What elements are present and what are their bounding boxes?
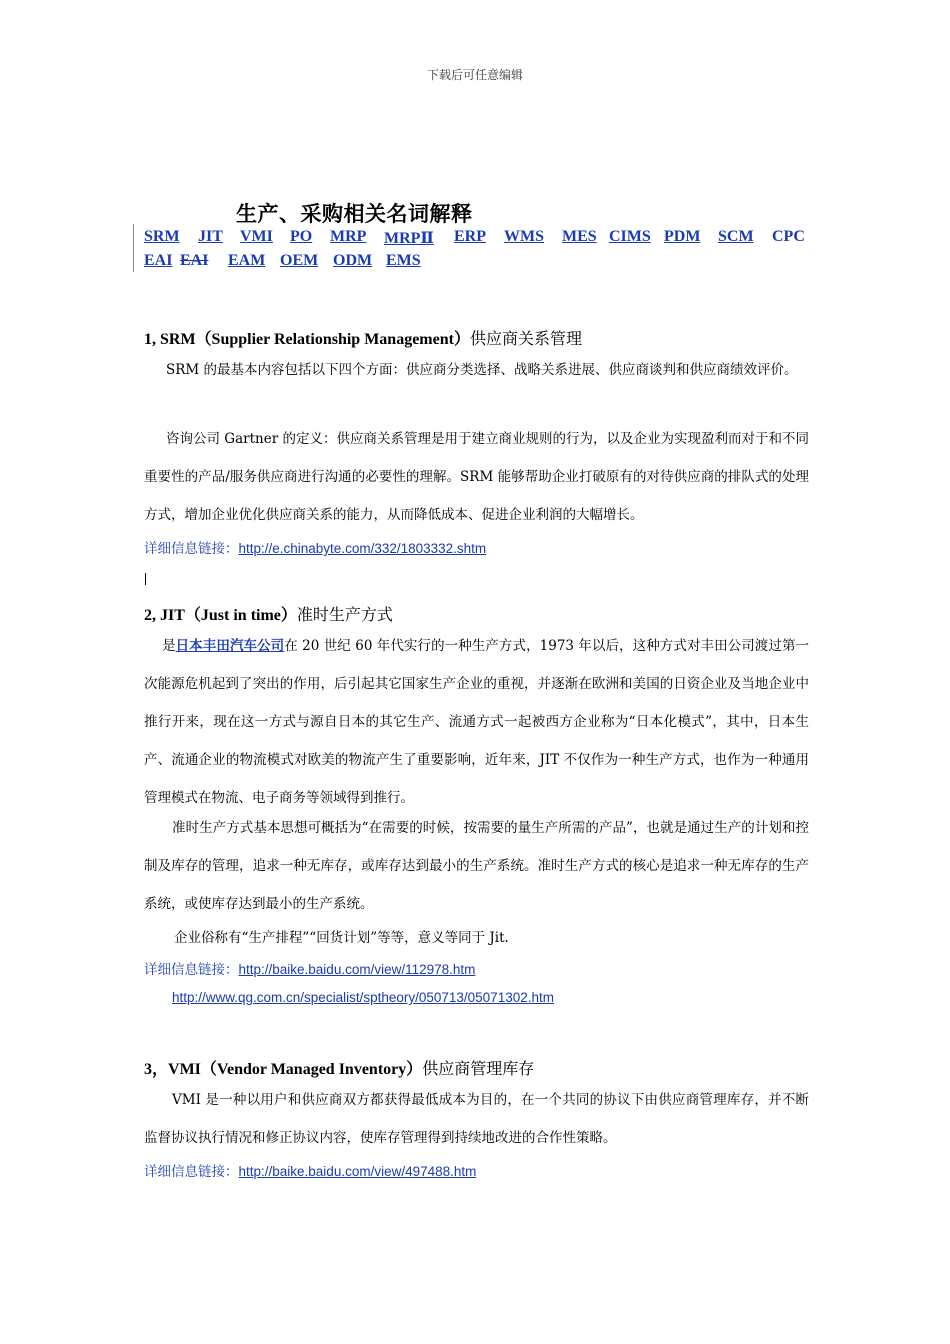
- heading-number: 2,: [144, 607, 160, 624]
- detail-link-jit-2: [172, 990, 554, 1006]
- paragraph-srm-1: [144, 351, 809, 389]
- nav-link-mrp2[interactable]: MRPⅡ: [384, 230, 434, 247]
- detail-link-jit: [144, 958, 475, 978]
- nav-link-erp[interactable]: ERP: [454, 228, 486, 245]
- nav-link-vmi[interactable]: VMI: [240, 228, 273, 245]
- heading-chinese: 供应商关系管理: [469, 329, 582, 348]
- detail-link-label: 详细信息链接：: [144, 1164, 239, 1180]
- nav-link-mrp[interactable]: MRP: [330, 228, 367, 245]
- detail-link-url[interactable]: http://baike.baidu.com/view/112978.htm: [238, 962, 476, 977]
- section-heading-srm: [144, 326, 582, 349]
- nav-link-eai[interactable]: EAI: [144, 252, 173, 269]
- heading-english: VMI（Vendor Managed Inventory）: [168, 1061, 423, 1078]
- detail-link-srm: [144, 537, 486, 557]
- heading-chinese: 准时生产方式: [296, 605, 393, 624]
- heading-english: SRM（Supplier Relationship Management）: [160, 331, 470, 348]
- paragraph-srm-2: [144, 420, 809, 534]
- text-cursor: [145, 573, 146, 585]
- paragraph-text: VMI 是一种以用户和供应商双方都获得最低成本为目的，在一个共同的协议下由供应商管理库存，并不断监督协议执行情况和修正协议内容，使库存管理得到持续地改进的合作性策略。: [144, 1092, 809, 1146]
- nav-link-cpc[interactable]: CPC: [772, 228, 805, 245]
- paragraph-text: 准时生产方式基本思想可概括为“在需要的时候，按需要的量生产所需的产品”，也就是通过生产的计划和控制及库存的管理，追求一种无库存，或库存达到最小的生产系统。准时生产方式的核心是追求一种无库存的生产系统，或使库存达到最小的生产系统。: [144, 820, 809, 912]
- page-title: 生产、采购相关名词解释: [236, 201, 473, 226]
- paragraph-jit-2: [144, 809, 809, 923]
- paragraph-vmi-1: [144, 1081, 809, 1157]
- nav-link-cims[interactable]: CIMS: [609, 228, 651, 245]
- nav-link-srm[interactable]: SRM: [144, 228, 180, 245]
- heading-chinese: 供应商管理库存: [422, 1059, 535, 1078]
- nav-link-odm[interactable]: ODM: [333, 252, 373, 269]
- link-toyota[interactable]: 日本丰田汽车公司: [175, 638, 285, 654]
- nav-link-wms[interactable]: WMS: [504, 228, 544, 245]
- detail-link-url[interactable]: http://baike.baidu.com/view/497488.htm: [238, 1164, 477, 1179]
- nav-link-oem[interactable]: OEM: [280, 252, 319, 269]
- detail-link-url[interactable]: http://www.qg.com.cn/specialist/sptheory/050713/05071302.htm: [172, 990, 554, 1005]
- nav-link-ems[interactable]: EMS: [386, 252, 421, 269]
- paragraph-jit-3: [144, 926, 509, 946]
- paragraph-jit-1: [144, 627, 809, 817]
- heading-number: 3，: [144, 1061, 169, 1078]
- detail-link-label: 详细信息链接：: [144, 541, 239, 557]
- nav-divider: [133, 224, 134, 272]
- paragraph-text: 在 20 世纪 60 年代实行的一种生产方式，1973 年以后，这种方式对丰田公司渡过第一次能源危机起到了突出的作用，后引起其它国家生产企业的重视，并逐渐在欧洲和美国的日资企业及当地企业中推行开来，现在这一方式与源自日本的其它生产、流通方式一起被西方企业称为“日本化模式”，其中，日本生产、流通企业的物流模式对欧美的物流产生了重要影响，近年来，JIT 不仅作为一种生产方式，也作为一种通用管理模式在物流、电子商务等领域得到推行。: [144, 638, 810, 806]
- paragraph-text: 咨询公司 Gartner 的定义：供应商关系管理是用于建立商业规则的行为，以及企业为实现盈利而对于和不同重要性的产品/服务供应商进行沟通的必要性的理解。SRM 能够帮助企业打破原有的对待供应商的排队式的处理方式，增加企业优化供应商关系的能力，从而降低成本、促进企业利润的大幅增长。: [144, 431, 809, 523]
- heading-english: JIT（Just in time）: [160, 607, 297, 624]
- nav-link-jit[interactable]: JIT: [198, 228, 223, 245]
- nav-link-pdm[interactable]: PDM: [664, 228, 701, 245]
- detail-link-vmi: [144, 1160, 476, 1180]
- nav-link-eam[interactable]: EAM: [228, 252, 266, 269]
- paragraph-text: SRM 的最基本内容包括以下四个方面：供应商分类选择、战略关系进展、供应商谈判和供应商绩效评价。: [166, 362, 798, 378]
- heading-number: 1,: [144, 331, 160, 348]
- nav-link-po[interactable]: PO: [290, 228, 313, 245]
- section-heading-jit: [144, 602, 393, 625]
- page-header: 下载后可任意编辑: [426, 68, 523, 82]
- nav-link-mes[interactable]: MES: [562, 228, 597, 245]
- section-heading-vmi: [144, 1056, 534, 1079]
- nav-link-scm[interactable]: SCM: [718, 228, 754, 245]
- detail-link-label: 详细信息链接：: [144, 962, 239, 978]
- paragraph-text: 企业俗称有“生产排程”“回货计划”等等，意义等同于 Jit.: [174, 930, 509, 946]
- paragraph-prefix: 是: [162, 638, 176, 654]
- detail-link-url[interactable]: http://e.chinabyte.com/332/1803332.shtm: [238, 541, 487, 556]
- nav-link-eai-struck[interactable]: EAI: [180, 252, 209, 269]
